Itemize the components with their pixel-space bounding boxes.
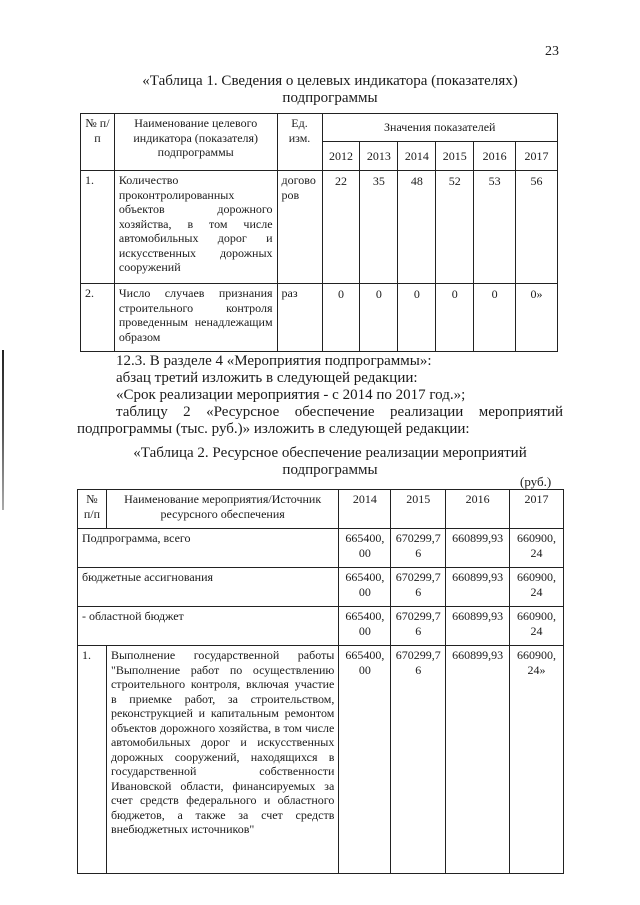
table1-year: 2016 — [474, 141, 516, 171]
table2-caption-line2: подпрограммы — [282, 462, 378, 478]
row-num: 1. — [81, 171, 115, 284]
row-value: 53 — [474, 171, 516, 284]
row-name: Количество проконтролированных объектов дорожного хозяйства, в том числе автомобильных дорог и искусственных дорожных сооружений — [114, 171, 277, 284]
row-value: 665400,00 — [339, 607, 391, 646]
row-value: 665400,00 — [339, 646, 391, 874]
row-value: 660900,24 — [510, 529, 564, 568]
table2-year: 2014 — [339, 490, 391, 529]
table1-caption — [100, 73, 560, 107]
table2-year: 2015 — [391, 490, 446, 529]
body-paragraph-4: таблицу 2 «Ресурсное обеспечение реализации мероприятий — [116, 404, 563, 420]
table2-caption-line1: «Таблица 2. Ресурсное обеспечение реализации мероприятий — [133, 445, 527, 461]
table1-year: 2017 — [516, 141, 558, 171]
row-value: 660900,24» — [510, 646, 564, 874]
row-num: 1. — [78, 646, 107, 874]
table-row — [78, 529, 564, 568]
row-value: 0 — [474, 284, 516, 352]
row-value: 660899,93 — [446, 646, 510, 874]
table1-target-indicators — [80, 113, 558, 352]
table2-resource-provision — [77, 489, 564, 874]
table2-header-row — [78, 490, 564, 529]
row-unit: догово ров — [277, 171, 322, 284]
row-value: 670299,76 — [391, 529, 446, 568]
table2-year: 2017 — [510, 490, 564, 529]
row-value: 0 — [398, 284, 436, 352]
table2-units-label: (руб.) — [520, 474, 552, 489]
table-row — [78, 568, 564, 607]
body-paragraph-1: 12.3. В разделе 4 «Мероприятия подпрограммы»: — [116, 353, 432, 369]
row-name: Выполнение государственной работы "Выполнение работ по осуществлению строительного контроля, включая участие в приемке работ, за строительством, реконструкцией и капитальным ремонтом объектов дорожного хозяйства, в том числе автомобильных дорог и искусственных дорожных сооружений, находящихся в государственной собственности Ивановской области, финансируемых за счет средств федерального и областного бюджетов, а также за счет средств внебюджетных источников" — [106, 646, 338, 874]
row-name: Число случаев признания строительного контроля проведенным ненадлежащим образом — [114, 284, 277, 352]
row-value: 35 — [360, 171, 398, 284]
row-value: 0 — [360, 284, 398, 352]
row-value: 660899,93 — [446, 607, 510, 646]
scan-artifact-mark — [2, 350, 4, 510]
table1-header-name: Наименование целевого индикатора (показателя) подпрограммы — [114, 114, 277, 171]
table-row — [78, 607, 564, 646]
table1-header-row — [81, 114, 558, 142]
row-label: бюджетные ассигнования — [78, 568, 339, 607]
row-value: 56 — [516, 171, 558, 284]
table2-header-name: Наименование мероприятия/Источник ресурсного обеспечения — [106, 490, 338, 529]
row-value: 0 — [436, 284, 474, 352]
row-value: 670299,76 — [391, 607, 446, 646]
table-row — [78, 646, 564, 874]
row-num: 2. — [81, 284, 115, 352]
row-value: 660900,24 — [510, 568, 564, 607]
table-row — [81, 171, 558, 284]
table2-header-num: № п/п — [78, 490, 107, 529]
table2-caption — [100, 445, 560, 479]
row-value: 665400,00 — [339, 568, 391, 607]
row-value: 0» — [516, 284, 558, 352]
body-paragraph-2: абзац третий изложить в следующей редакции: — [116, 370, 418, 386]
table1-year: 2014 — [398, 141, 436, 171]
body-paragraph-5: подпрограммы (тыс. руб.)» изложить в следующей редакции: — [77, 421, 470, 437]
table1-caption-line2: подпрограммы — [282, 90, 378, 106]
table1-header-values-group: Значения показателей — [322, 114, 557, 142]
row-label: - областной бюджет — [78, 607, 339, 646]
table1-year: 2015 — [436, 141, 474, 171]
table1-caption-line1: «Таблица 1. Сведения о целевых индикатора (показателях) — [142, 73, 518, 89]
row-value: 670299,76 — [391, 646, 446, 874]
body-paragraph-3: «Срок реализации мероприятия - с 2014 по 2017 год.»; — [116, 387, 466, 403]
row-value: 22 — [322, 171, 360, 284]
row-value: 48 — [398, 171, 436, 284]
row-label: Подпрограмма, всего — [78, 529, 339, 568]
table1-year: 2013 — [360, 141, 398, 171]
table1-header-unit: Ед. изм. — [277, 114, 322, 171]
row-value: 670299,76 — [391, 568, 446, 607]
row-unit: раз — [277, 284, 322, 352]
row-value: 52 — [436, 171, 474, 284]
table1-year: 2012 — [322, 141, 360, 171]
page-number: 23 — [545, 44, 559, 59]
row-value: 660899,93 — [446, 568, 510, 607]
row-value: 0 — [322, 284, 360, 352]
row-value: 660899,93 — [446, 529, 510, 568]
table1-header-num: № п/п — [81, 114, 115, 171]
table2-year: 2016 — [446, 490, 510, 529]
table-row — [81, 284, 558, 352]
row-value: 665400,00 — [339, 529, 391, 568]
row-value: 660900,24 — [510, 607, 564, 646]
